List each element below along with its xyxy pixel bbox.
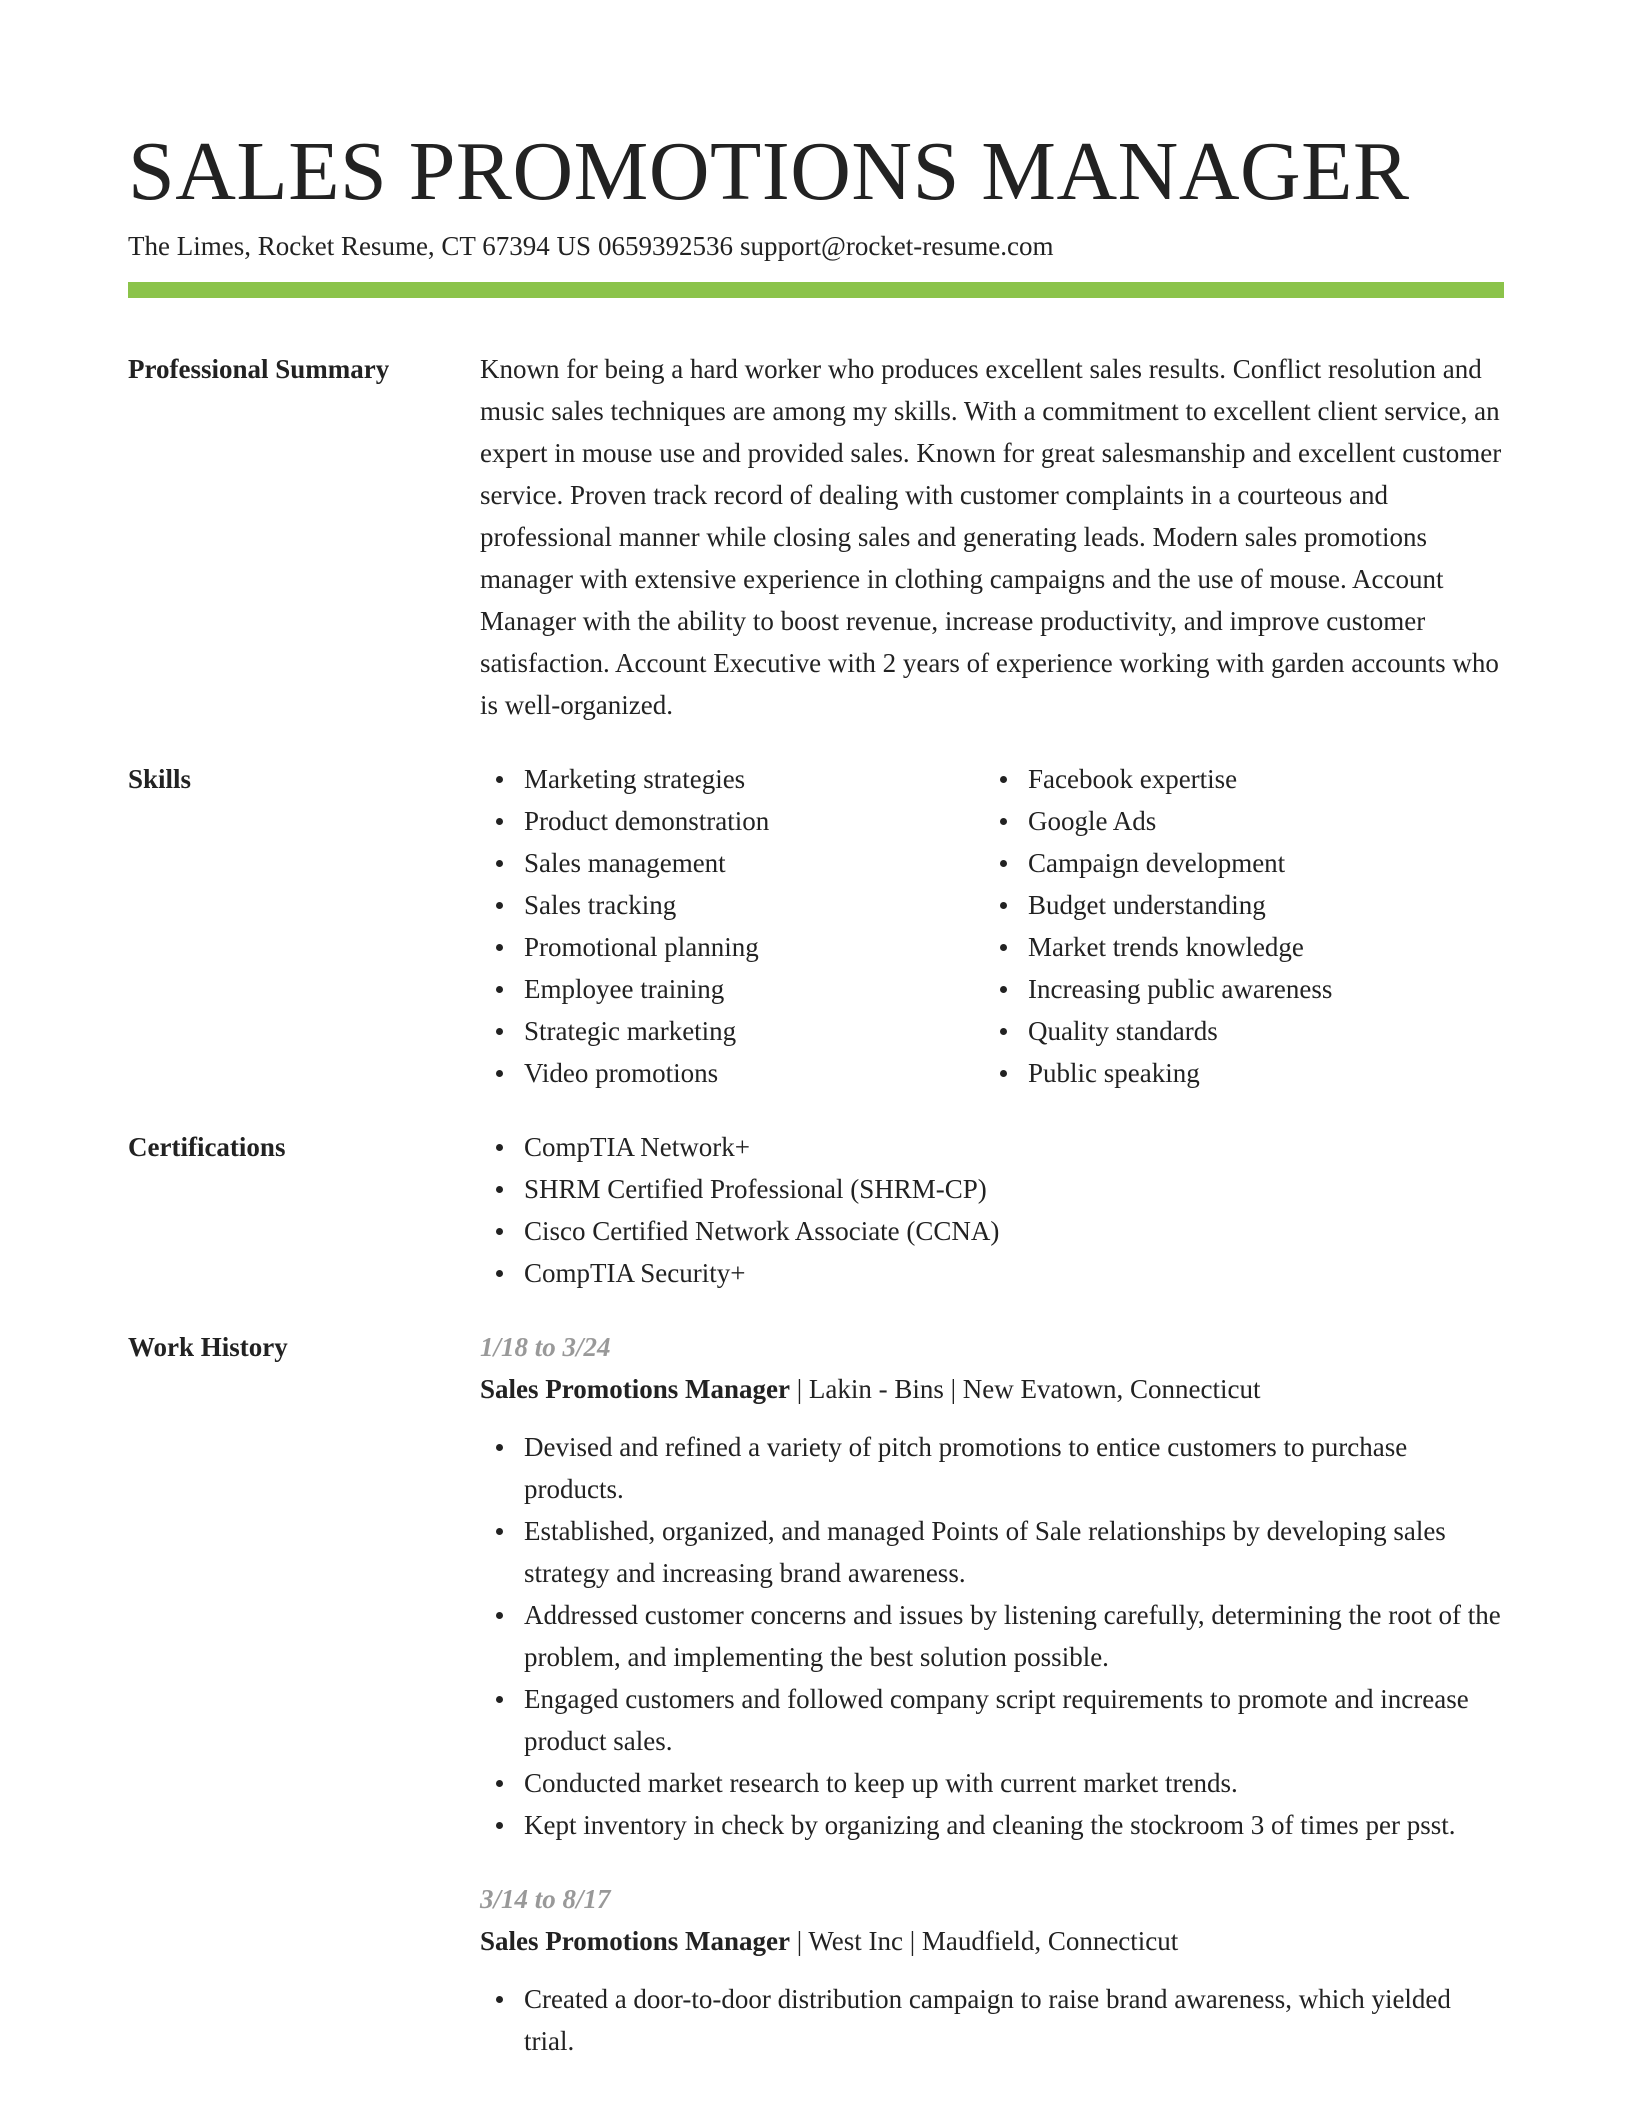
job-dates: 1/18 to 3/24 (480, 1332, 611, 1362)
contact-address: The Limes, Rocket Resume, CT 67394 US (128, 231, 591, 261)
work-history-heading: Work History (128, 1332, 288, 1362)
skill-item: Promotional planning (524, 926, 984, 968)
skills-list-left (480, 758, 984, 1094)
summary-section (128, 348, 1504, 726)
skill-item: Strategic marketing (524, 1010, 984, 1052)
job-dates: 3/14 to 8/17 (480, 1884, 611, 1914)
skill-item: Market trends knowledge (1028, 926, 1488, 968)
job-bullet: Devised and refined a variety of pitch promotions to entice customers to purchase products. (524, 1426, 1504, 1510)
certification-item: CompTIA Network+ (524, 1126, 1504, 1168)
skill-item: Video promotions (524, 1052, 984, 1094)
work-history-section (128, 1326, 1504, 2062)
skill-item: Product demonstration (524, 800, 984, 842)
job-bullet: Kept inventory in check by organizing and cleaning the stockroom 3 of times per psst. (524, 1804, 1504, 1846)
resume-title: SALES PROMOTIONS MANAGER (128, 125, 1410, 218)
job-bullets (480, 1426, 1504, 1846)
certification-item: SHRM Certified Professional (SHRM-CP) (524, 1168, 1504, 1210)
job-bullet: Conducted market research to keep up with current market trends. (524, 1762, 1504, 1804)
skills-section (128, 758, 1504, 1094)
job-bullets (480, 1978, 1504, 2062)
skills-columns (480, 758, 1504, 1094)
skill-item: Employee training (524, 968, 984, 1010)
certifications-section (128, 1126, 1504, 1294)
skill-item: Sales tracking (524, 884, 984, 926)
certification-item: CompTIA Security+ (524, 1252, 1504, 1294)
job-bullet: Engaged customers and followed company script requirements to promote and increase product sales. (524, 1678, 1504, 1762)
skills-list-right (984, 758, 1488, 1094)
resume-page (128, 0, 1504, 2062)
contact-email: support@rocket-resume.com (739, 231, 1054, 261)
skill-item: Public speaking (1028, 1052, 1488, 1094)
job-header (480, 1368, 1504, 1410)
summary-text: Known for being a hard worker who produces excellent sales results. Conflict resolution and music sales techniques are among my skills. With a commitment to excellent client service, an expert in mouse use and provided sales. Known for great salesmanship and excellent customer service. Proven track record of dealing with customer complaints in a courteous and professional manner while closing sales and generating leads. Modern sales promotions manager with extensive experience in clothing campaigns and the use of mouse. Account Manager with the ability to boost revenue, increase productivity, and improve customer satisfaction. Account Executive with 2 years of experience working with garden accounts who is well-organized. (480, 354, 1502, 720)
skill-item: Google Ads (1028, 800, 1488, 842)
certifications-list (480, 1126, 1504, 1294)
header-divider (128, 282, 1504, 298)
certifications-heading: Certifications (128, 1132, 286, 1162)
summary-heading: Professional Summary (128, 354, 390, 384)
skill-item: Sales management (524, 842, 984, 884)
work-history-body (480, 1326, 1504, 2062)
job-title: Sales Promotions Manager (480, 1374, 790, 1404)
job-bullet: Created a door-to-door distribution campaign to raise brand awareness, which yielded trial. (524, 1978, 1504, 2062)
job-bullet: Addressed customer concerns and issues by listening carefully, determining the root of the problem, and implementing the best solution possible. (524, 1594, 1504, 1678)
skill-item: Increasing public awareness (1028, 968, 1488, 1010)
summary-body (480, 348, 1504, 726)
job-company-location: | West Inc | Maudfield, Connecticut (789, 1926, 1179, 1956)
certification-item: Cisco Certified Network Associate (CCNA) (524, 1210, 1504, 1252)
certifications-body (480, 1126, 1504, 1294)
skill-item: Campaign development (1028, 842, 1488, 884)
skill-item: Facebook expertise (1028, 758, 1488, 800)
job-company-location: | Lakin - Bins | New Evatown, Connecticut (789, 1374, 1261, 1404)
skills-heading: Skills (128, 764, 192, 794)
contact-line (128, 228, 1504, 264)
job-entry (480, 1878, 1504, 2062)
job-header (480, 1920, 1504, 1962)
skill-item: Budget understanding (1028, 884, 1488, 926)
skill-item: Marketing strategies (524, 758, 984, 800)
job-title: Sales Promotions Manager (480, 1926, 790, 1956)
job-entry (480, 1326, 1504, 1846)
contact-phone: 0659392536 (597, 231, 733, 261)
job-bullet: Established, organized, and managed Points of Sale relationships by developing sales strategy and increasing brand awareness. (524, 1510, 1504, 1594)
skill-item: Quality standards (1028, 1010, 1488, 1052)
